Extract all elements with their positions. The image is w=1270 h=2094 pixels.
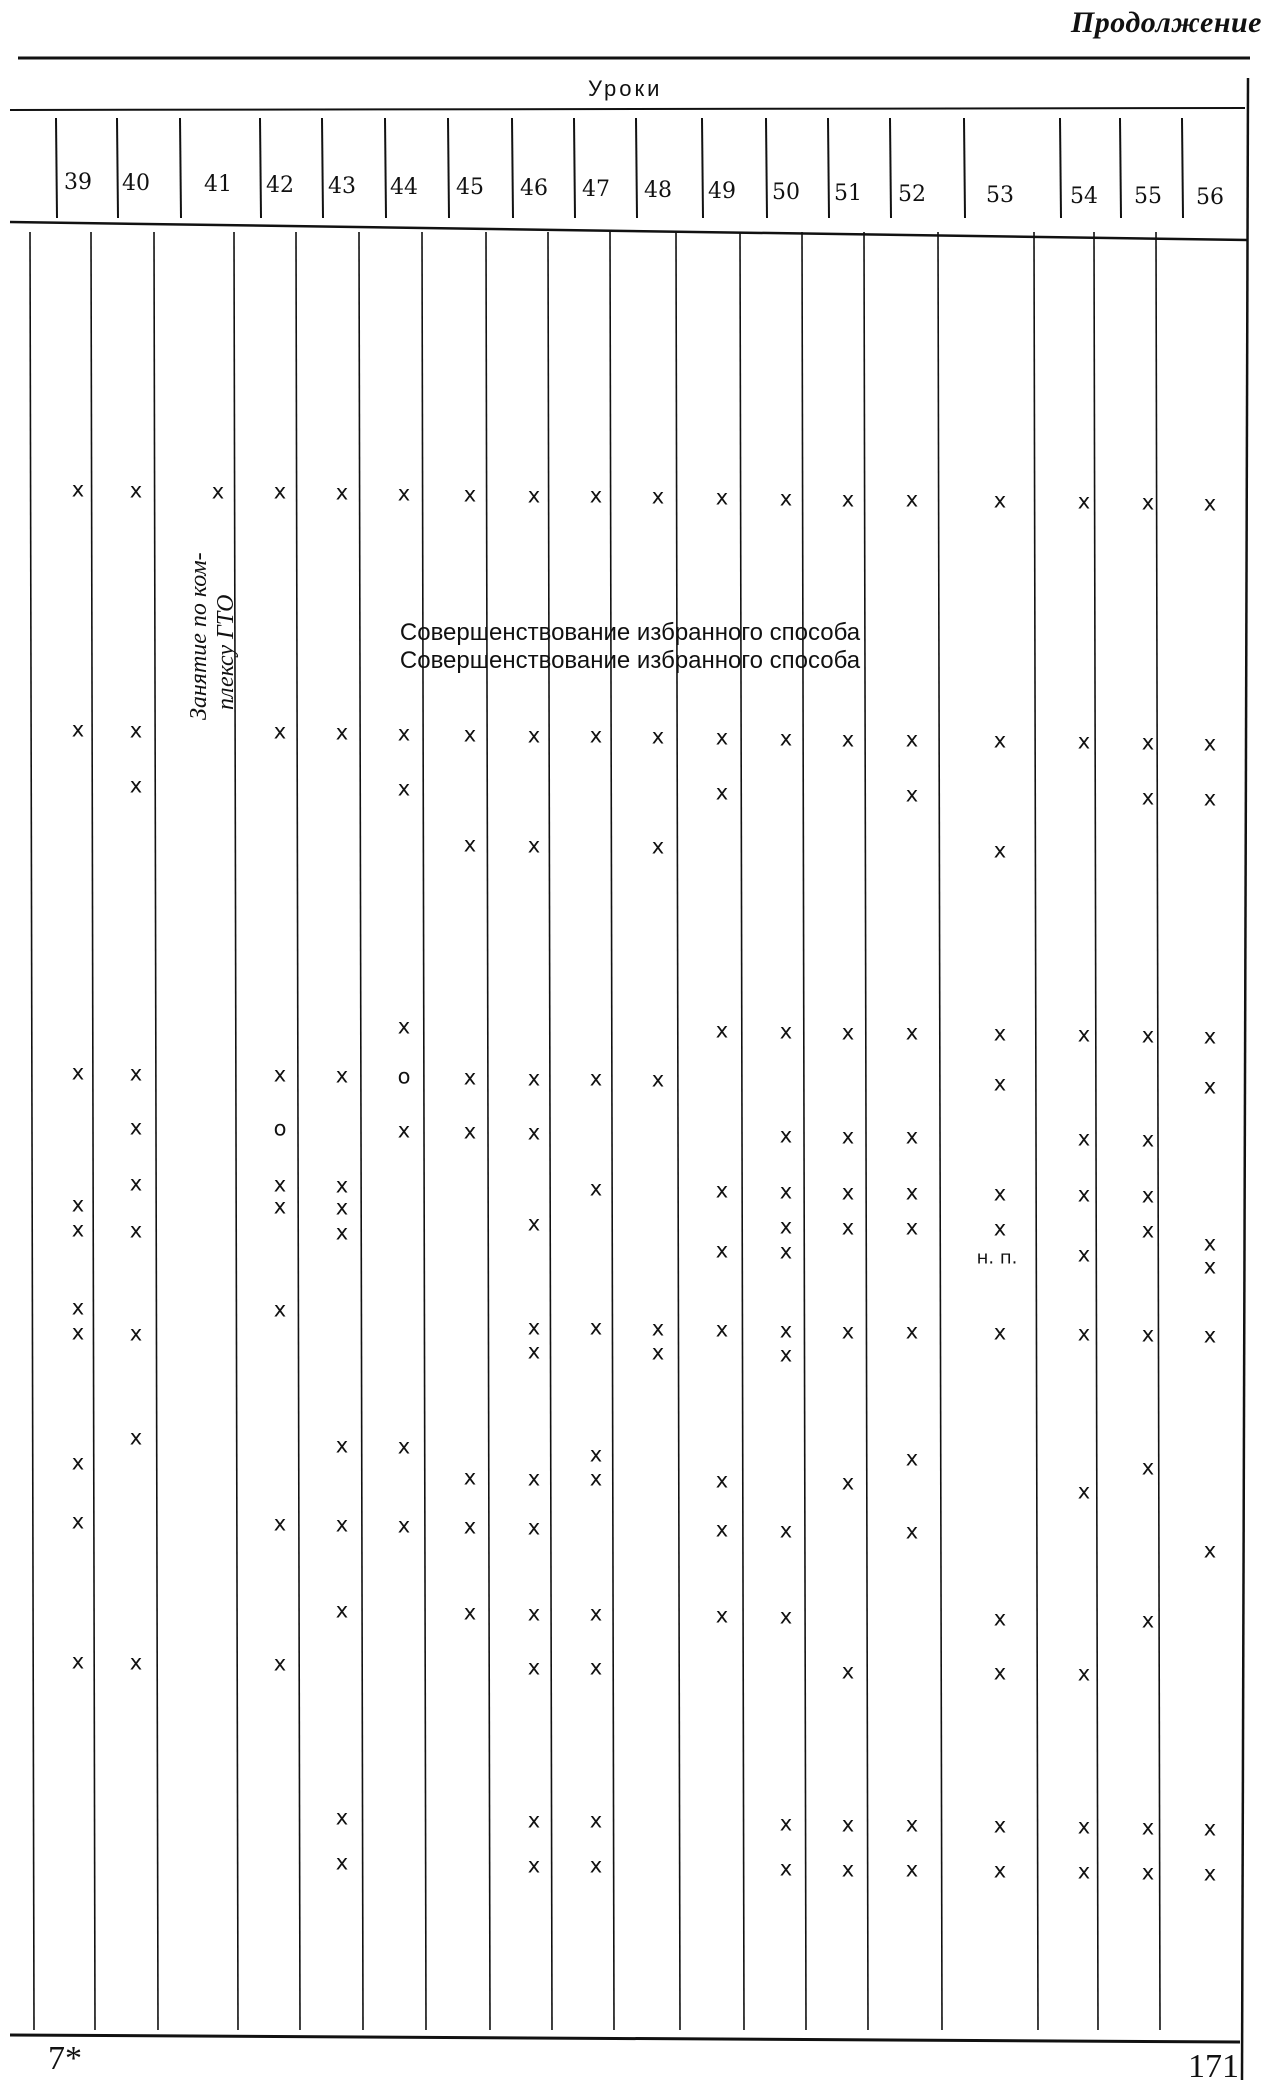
x-mark: x <box>841 487 855 512</box>
x-mark: x <box>527 1066 541 1091</box>
gto-note-line-1: Занятие по ком- <box>186 552 212 720</box>
lesson-number: 47 <box>582 177 610 203</box>
circle-mark: о <box>397 1064 411 1089</box>
x-mark: x <box>589 1315 603 1340</box>
x-mark: x <box>273 1062 287 1087</box>
x-mark: x <box>993 1606 1007 1631</box>
body-column-divider <box>548 232 552 2030</box>
x-mark: x <box>905 487 919 512</box>
x-mark: x <box>397 1513 411 1538</box>
x-mark: x <box>1077 1242 1091 1267</box>
x-mark: x <box>71 1295 85 1320</box>
x-mark: x <box>589 1176 603 1201</box>
x-mark: x <box>1141 1218 1155 1243</box>
body-column-divider <box>938 232 942 2030</box>
header-rule <box>10 108 1245 110</box>
x-mark: x <box>335 1195 349 1220</box>
lesson-number: 55 <box>1134 184 1162 210</box>
x-mark: x <box>841 1319 855 1344</box>
x-mark: x <box>1203 1231 1217 1256</box>
x-mark: x <box>841 1124 855 1149</box>
x-mark: x <box>841 1812 855 1837</box>
header-column-divider <box>448 118 449 218</box>
x-mark: x <box>1141 1860 1155 1885</box>
x-mark: x <box>335 1063 349 1088</box>
x-mark: x <box>1141 1023 1155 1048</box>
header-column-divider <box>964 118 965 218</box>
x-mark: x <box>1077 729 1091 754</box>
x-mark: x <box>589 1601 603 1626</box>
header-column-divider <box>117 118 118 218</box>
x-mark: x <box>841 1180 855 1205</box>
gto-note-line-2: плексу ГТО <box>213 594 239 710</box>
x-mark: x <box>463 1465 477 1490</box>
x-mark: x <box>905 1519 919 1544</box>
lesson-number: 42 <box>266 172 294 198</box>
x-mark: x <box>589 1066 603 1091</box>
page-number: 171 <box>1188 2048 1239 2085</box>
x-mark: x <box>993 1216 1007 1241</box>
x-mark: x <box>463 1514 477 1539</box>
x-mark: x <box>589 1466 603 1491</box>
x-mark: x <box>527 1655 541 1680</box>
x-mark: x <box>71 1649 85 1674</box>
x-mark: x <box>129 718 143 743</box>
x-mark: x <box>1141 730 1155 755</box>
body-column-divider <box>296 232 300 2030</box>
x-mark: x <box>1141 1183 1155 1208</box>
x-mark: x <box>779 1518 793 1543</box>
x-mark: x <box>397 1014 411 1039</box>
x-mark: x <box>463 1119 477 1144</box>
x-mark: x <box>1141 785 1155 810</box>
x-mark: x <box>993 1071 1007 1096</box>
lesson-number: 41 <box>204 171 232 197</box>
lesson-number: 56 <box>1196 185 1224 211</box>
x-mark: x <box>71 1060 85 1085</box>
x-mark: x <box>779 1179 793 1204</box>
x-mark: x <box>1077 1022 1091 1047</box>
header-column-divider <box>180 118 181 218</box>
lesson-number: 43 <box>328 173 356 199</box>
x-mark: x <box>335 720 349 745</box>
x-mark: x <box>841 1020 855 1045</box>
x-mark: x <box>129 1321 143 1346</box>
x-mark: x <box>905 727 919 752</box>
x-mark: x <box>71 1192 85 1217</box>
body-column-divider <box>864 232 868 2030</box>
x-mark: x <box>715 1178 729 1203</box>
lesson-number: 48 <box>644 178 672 204</box>
x-mark: x <box>589 723 603 748</box>
x-mark: x <box>397 481 411 506</box>
x-mark: x <box>1141 1127 1155 1152</box>
x-mark: x <box>1203 1816 1217 1841</box>
lesson-number: 54 <box>1070 183 1098 209</box>
x-mark: x <box>1077 1321 1091 1346</box>
x-mark: x <box>71 1450 85 1475</box>
x-mark: x <box>779 1342 793 1367</box>
x-mark: x <box>463 1600 477 1625</box>
x-mark: x <box>589 1655 603 1680</box>
body-column-divider <box>30 232 34 2030</box>
x-mark: x <box>129 773 143 798</box>
body-column-divider <box>359 232 363 2030</box>
lesson-number: 50 <box>772 179 800 205</box>
x-mark: x <box>1077 1814 1091 1839</box>
x-mark: x <box>1077 1859 1091 1884</box>
x-mark: x <box>397 776 411 801</box>
x-mark: x <box>273 719 287 744</box>
x-mark: x <box>841 1470 855 1495</box>
body-column-divider <box>486 232 490 2030</box>
lesson-number: 45 <box>456 175 484 201</box>
x-mark: x <box>211 479 225 504</box>
continuation-label: Продолжение <box>1070 6 1262 39</box>
header-column-divider <box>260 118 261 218</box>
x-mark: x <box>993 1858 1007 1883</box>
x-mark: x <box>841 1659 855 1684</box>
x-mark: x <box>715 1018 729 1043</box>
x-mark: x <box>589 483 603 508</box>
lesson-number: 53 <box>986 182 1014 208</box>
body-column-divider <box>234 232 238 2030</box>
x-mark: x <box>779 1239 793 1264</box>
x-mark: x <box>527 1808 541 1833</box>
body-column-divider <box>676 232 680 2030</box>
x-mark: x <box>905 1446 919 1471</box>
body-column-divider <box>422 232 426 2030</box>
x-mark: x <box>1203 731 1217 756</box>
x-mark: x <box>527 833 541 858</box>
x-mark: x <box>589 1442 603 1467</box>
x-mark: x <box>1077 489 1091 514</box>
lesson-number: 39 <box>64 170 92 195</box>
x-mark: x <box>779 486 793 511</box>
x-mark: x <box>463 722 477 747</box>
x-mark: x <box>1203 1254 1217 1279</box>
x-mark: x <box>841 727 855 752</box>
x-mark: x <box>527 483 541 508</box>
x-mark: x <box>779 1214 793 1239</box>
x-mark: x <box>1203 491 1217 516</box>
x-mark: x <box>993 1320 1007 1345</box>
body-column-divider <box>91 232 95 2030</box>
x-mark: x <box>1141 1322 1155 1347</box>
x-mark: x <box>651 1316 665 1341</box>
x-mark: x <box>993 838 1007 863</box>
x-mark: x <box>527 1601 541 1626</box>
x-mark: x <box>779 1604 793 1629</box>
x-mark: x <box>129 1650 143 1675</box>
x-mark: x <box>779 1856 793 1881</box>
x-mark: x <box>715 1517 729 1542</box>
x-mark: x <box>1141 1608 1155 1633</box>
x-mark: x <box>273 479 287 504</box>
header-column-divider <box>512 118 513 218</box>
x-mark: x <box>905 1857 919 1882</box>
x-mark: x <box>527 1120 541 1145</box>
x-mark: x <box>335 1850 349 1875</box>
x-mark: x <box>527 723 541 748</box>
header-column-divider <box>56 118 57 218</box>
x-mark: x <box>779 1123 793 1148</box>
lesson-number: 51 <box>834 180 862 206</box>
x-mark: x <box>397 721 411 746</box>
x-mark: x <box>335 1173 349 1198</box>
lesson-number: 52 <box>898 181 926 207</box>
lessons-heading: Уроки <box>588 76 663 101</box>
x-mark: x <box>129 1115 143 1140</box>
x-mark: x <box>1141 1815 1155 1840</box>
x-mark: x <box>71 1217 85 1242</box>
x-mark: x <box>527 1466 541 1491</box>
body-column-divider <box>1156 232 1160 2030</box>
x-mark: x <box>129 1425 143 1450</box>
x-mark: x <box>527 1515 541 1540</box>
x-mark: x <box>129 478 143 503</box>
header-column-divider <box>574 118 575 218</box>
lesson-number: 40 <box>122 170 150 196</box>
x-mark: x <box>1077 1182 1091 1207</box>
x-mark: x <box>129 1218 143 1243</box>
x-mark: x <box>335 1220 349 1245</box>
section-title: Совершенствование избранного способа <box>399 619 861 646</box>
x-mark: x <box>841 1857 855 1882</box>
x-mark: x <box>335 1598 349 1623</box>
x-mark: x <box>129 1061 143 1086</box>
x-mark: x <box>779 1811 793 1836</box>
circle-mark: о <box>273 1116 287 1141</box>
body-column-divider <box>1094 232 1098 2030</box>
x-mark: x <box>905 1215 919 1240</box>
x-mark: x <box>905 1124 919 1149</box>
x-mark: x <box>527 1211 541 1236</box>
header-column-divider <box>385 118 386 218</box>
numbers-rule <box>10 222 1248 240</box>
x-mark: x <box>779 1318 793 1343</box>
body-column-divider <box>1034 232 1038 2030</box>
body-column-divider <box>154 232 158 2030</box>
gto-note <box>186 552 240 720</box>
x-mark: x <box>993 1813 1007 1838</box>
x-mark: x <box>1203 786 1217 811</box>
x-mark: x <box>651 834 665 859</box>
x-mark: x <box>71 1320 85 1345</box>
x-mark: x <box>905 1319 919 1344</box>
x-mark: x <box>1203 1861 1217 1886</box>
header-column-divider <box>322 118 323 218</box>
x-mark: x <box>273 1511 287 1536</box>
x-mark: x <box>71 717 85 742</box>
x-mark: x <box>715 1603 729 1628</box>
x-mark: x <box>1203 1074 1217 1099</box>
lesson-number: 49 <box>708 179 736 204</box>
x-mark: x <box>905 1812 919 1837</box>
x-mark: x <box>905 1020 919 1045</box>
x-mark: x <box>335 1805 349 1830</box>
table-right-border <box>1242 78 1248 2080</box>
x-mark: x <box>1077 1661 1091 1686</box>
x-mark: x <box>651 484 665 509</box>
x-mark: x <box>463 1065 477 1090</box>
x-mark: x <box>1203 1024 1217 1049</box>
x-mark: x <box>715 1238 729 1263</box>
x-mark: x <box>527 1315 541 1340</box>
x-mark: x <box>1203 1323 1217 1348</box>
x-mark: x <box>335 1433 349 1458</box>
x-mark: x <box>1141 490 1155 515</box>
x-mark: x <box>463 832 477 857</box>
x-mark: x <box>905 782 919 807</box>
x-mark: x <box>715 725 729 750</box>
x-mark: x <box>273 1194 287 1219</box>
x-mark: x <box>1077 1126 1091 1151</box>
body-column-divider <box>802 232 806 2030</box>
x-mark: x <box>397 1118 411 1143</box>
x-mark: x <box>715 485 729 510</box>
x-mark: x <box>335 480 349 505</box>
x-mark: x <box>397 1434 411 1459</box>
x-mark: x <box>993 1660 1007 1685</box>
x-mark: x <box>993 1181 1007 1206</box>
body-column-divider <box>740 232 744 2030</box>
x-mark: x <box>993 1021 1007 1046</box>
x-mark: x <box>779 726 793 751</box>
x-mark: x <box>651 1340 665 1365</box>
x-mark: x <box>1077 1479 1091 1504</box>
absent-note: н. п. <box>976 1247 1018 1269</box>
x-mark: x <box>651 1067 665 1092</box>
x-mark: x <box>71 1509 85 1534</box>
body-column-divider <box>610 232 614 2030</box>
x-mark: x <box>589 1808 603 1833</box>
printer-signature: 7* <box>48 2040 82 2077</box>
x-mark: x <box>905 1180 919 1205</box>
x-mark: x <box>715 780 729 805</box>
x-mark: x <box>71 477 85 502</box>
lesson-number: 44 <box>390 174 418 200</box>
x-mark: x <box>273 1172 287 1197</box>
column-dividers <box>30 118 1183 2030</box>
x-mark: x <box>651 724 665 749</box>
x-mark: x <box>463 482 477 507</box>
x-mark: x <box>335 1512 349 1537</box>
table-bottom-rule <box>10 2035 1240 2042</box>
x-mark: x <box>1141 1455 1155 1480</box>
x-mark: x <box>589 1853 603 1878</box>
x-mark: x <box>779 1019 793 1044</box>
x-mark: x <box>527 1339 541 1364</box>
x-mark: x <box>273 1297 287 1322</box>
x-mark: x <box>527 1853 541 1878</box>
x-mark: x <box>993 728 1007 753</box>
x-mark: x <box>841 1215 855 1240</box>
x-mark: x <box>273 1651 287 1676</box>
x-mark: x <box>715 1468 729 1493</box>
x-mark: x <box>1203 1538 1217 1563</box>
section-title-repeat: Совершенствование избранного способа <box>399 647 861 674</box>
x-mark: x <box>129 1171 143 1196</box>
x-mark: x <box>993 488 1007 513</box>
x-mark: x <box>715 1317 729 1342</box>
lesson-number: 46 <box>520 176 548 202</box>
